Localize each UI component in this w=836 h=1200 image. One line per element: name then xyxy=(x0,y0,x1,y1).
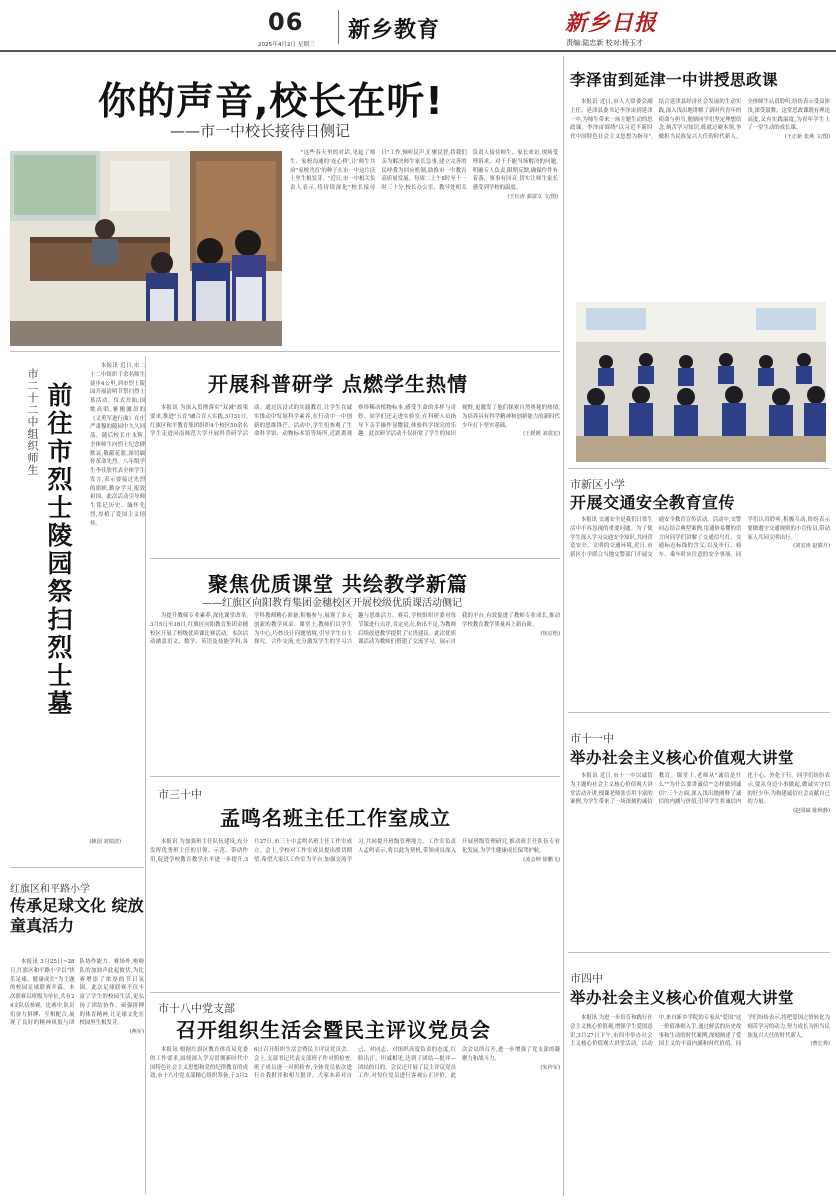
values14-body-text: 本报讯 为进一步培育和践行社会主义核心价值观,增强学生爱国意识,3月27日下午,市四中举办社会主义核心价值观大讲堂活动。活动中,来自新乡学院的专家从"爱国"这一价值准则入手,通过鲜活的历史故事和生动的时代案例,深刻阐述了爱国主义的丰富内涵和时代价值。同学们纷纷表示,将把爱国之情转化为刻苦学习的动力,努力成长为担当民族复兴大任的时代新人。 xyxy=(570,1015,830,1048)
pinglu-body xyxy=(10,958,144,1196)
traffic-bottom-rule xyxy=(568,712,830,713)
science-article xyxy=(150,356,560,556)
lead-article xyxy=(10,56,560,346)
science-bottom-rule xyxy=(150,558,560,559)
lecture-bottom-rule xyxy=(568,468,830,469)
studio-bottom-rule xyxy=(150,992,560,993)
left-col-divider xyxy=(145,356,146,1194)
studio-section: 市三十中 xyxy=(158,788,202,801)
martyrs-section: 市二十二中组织师生 xyxy=(26,368,39,476)
quality-article xyxy=(150,562,560,772)
lecture-body-text: 本报讯 近日,市人大常委会副主任、延津县委书记李泽宙到延津一中,为师生带来一场主题生动的思政课。李泽宙围绕"以习近平新时代中国特色社会主义思想为指导",结合延津县经济社会发展的生动实践,深入浅出地讲解了新时代青年的使命与担当,勉励同学们坚定理想信念,刻苦学习知识,练就过硬本领,争做担当民族复兴大任的时代新人。全体师生认真聆听,纷纷表示受益匪浅,深受鼓舞。这堂思政课既有理论高度,又有实践温度,为青年学生上了一堂生动的成长课。 xyxy=(570,99,830,140)
martyrs-body-text: 本报讯 近日,市二十二中组织千余名师生徒步4公里,到市烈士陵园开展清明节祭扫烈士墓活动。仪式开始,国歌高唱,雅搬激昂的《义勇军进行曲》在庄严肃穆的陵园中久久回荡。随后校长庄永辉,全体师生向烈士纪念碑默哀,敬献花篮,深切缅怀革命先烈。八年级学生李佳欣代表全体学生发言,表示要接过先烈的旗帜,勤奋学习,报效祖国。此次活动引导师生铭记历史、缅怀先烈,厚植了爱国主义情怀。 xyxy=(90,363,145,527)
party-byline: (朱伶军) xyxy=(540,1064,560,1071)
science-title: 开展科普研学 点燃学生热情 xyxy=(208,372,468,396)
science-byline: (王媛媛 刘震宏) xyxy=(523,431,560,438)
lecture-photo xyxy=(576,302,826,462)
traffic-section: 市新区小学 xyxy=(570,478,625,491)
values14-title: 举办社会主义核心价值观大讲堂 xyxy=(570,989,795,1007)
values14-section: 市四中 xyxy=(570,972,603,985)
pinglu-article xyxy=(10,872,144,1197)
values14-body xyxy=(570,1014,830,1194)
lead-body-text: "这些春天里的对话,见起了师生、家校沟通的'连心桥',让'师生共治''家校共育'的种子在市一中这片沃土里生根发芽。"近日,市一中相关负责人表示,将持续深化"校长接待日"工作,倾听民声,汇聚民智,将我们亲为解决师生家长急事,建立完善的民呼我为回应机制,助推市一中教育高质量发展。每周二上午8时至十一时三十分,校长办公室、教导处相关负责人接待师生、家长来访,现场受理诉求。对于不能当场解决的问题,明确专人负责,限期反馈,确保件件有着落、事事有回音,切实让师生家长感受到学校的温度。 xyxy=(290,150,558,191)
science-body xyxy=(150,404,560,554)
values11-section: 市十一中 xyxy=(570,732,614,745)
quality-byline: (焦启梧) xyxy=(540,630,560,637)
martyrs-bottom-rule xyxy=(10,867,144,868)
traffic-byline: (刘宏涛 赵擢月) xyxy=(793,543,830,550)
martyrs-body xyxy=(90,362,145,682)
quality-bottom-rule xyxy=(150,776,560,777)
martyrs-article xyxy=(10,356,145,866)
lead-subtitle: ——市一中校长接待日侧记 xyxy=(170,122,351,140)
studio-body xyxy=(150,838,560,978)
page-number: 06 xyxy=(268,8,304,36)
values11-byline: (赵国斌 陈秋静) xyxy=(793,808,830,814)
lead-bottom-rule xyxy=(10,351,560,352)
values14-article xyxy=(570,956,830,1196)
lead-body xyxy=(290,149,558,346)
quality-title: 聚焦优质课堂 共绘教学新篇 xyxy=(208,572,468,596)
classroom-image xyxy=(576,302,826,462)
page-date: 2025年4月2日 星期三 xyxy=(258,42,315,48)
quality-subtitle: ——红旗区向阳教育集团金穗校区开展校级优质课活动侧记 xyxy=(202,598,462,609)
lead-byline: (王红涛 郭富文 文/图) xyxy=(507,193,558,200)
pinglu-title: 传承足球文化 绽放童真活力 xyxy=(10,896,144,935)
section-name: 新乡教育 xyxy=(348,18,441,43)
header-rule xyxy=(0,50,836,52)
lecture-body xyxy=(570,98,830,298)
traffic-article xyxy=(570,472,830,708)
header-divider xyxy=(338,10,339,44)
lecture-article xyxy=(570,56,830,466)
party-title: 召开组织生活会暨民主评议党员会 xyxy=(176,1018,491,1042)
party-body xyxy=(150,1046,560,1196)
party-article xyxy=(150,996,560,1196)
traffic-body-text: 本报讯 交通安全是我们日常生活中不容忽视的重要问题。为了使学生深入学习交通安全知识,共同营造安全、文明的交通环境,近日,市新区小学联合当地交警部门开展交通安全教育宣传活动。活动中,交警同志结合典型案例,用通俗易懂的语言向同学们讲解了交通信号灯、交通标志标线的含义,以及步行、骑车、乘车时应注意的安全事项。同学们认真聆听,积极互动,纷纷表示要做遵守交通规则的小宣传员,带动家人共同文明出行。 xyxy=(570,517,830,558)
quality-body-text: 为提升教师专业素养,深化课堂改革,3月5日至18日,红旗区向阳教育集团金穗校区开展了校级优质课比赛活动。本次活动涵盖语文、数学、英语及技能学科,各学科教师精心准备,积极参与,展现了多元创新的教学风采。课堂上,教师们以学生为中心,巧妙设计问题情境,引导学生自主探究、合作交流,充分激发学生的学习兴趣与思维活力。赛后,学校组织评委对每节课进行点评,肯定亮点,指出不足,为教师后续改进教学提供了宝贵建议。此次优质课活动为教师们搭建了交流学习、展示自我的平台,有效促进了教师专业成长,推动学校教育教学质量再上新台阶。 xyxy=(150,613,560,646)
martyrs-byline: (姚园 刘瑞清) xyxy=(89,838,121,845)
studio-byline: (凌会坤 徐鹏飞) xyxy=(523,856,560,863)
traffic-body xyxy=(570,516,830,704)
lead-photo xyxy=(10,151,282,346)
lecture-title: 李泽宙到延津一中讲授思政课 xyxy=(570,71,779,89)
party-section: 市十八中党支部 xyxy=(158,1002,235,1015)
pinglu-section: 红旗区和平路小学 xyxy=(10,884,90,895)
pinglu-byline: (燕军) xyxy=(129,1029,144,1035)
lead-title: 你的声音,校长在听! xyxy=(98,79,444,123)
values11-body xyxy=(570,772,830,946)
masthead-logo: 新乡日报 xyxy=(565,10,658,36)
values11-bottom-rule xyxy=(568,952,830,953)
office-meeting-image xyxy=(10,151,282,346)
studio-body-text: 本报讯 为加强班主任队伍建设,充分发挥优秀班主任的引领、示范、带动作用,促进学校教育教学水平进一步提升,3月27日,市三十中孟鸣名班主任工作室成立。会上,学校对工作室成员提出殷切期望,希望大家以工作室为平台,加强交流学习,共同提升班级管理能力。工作室负责人孟鸣表示,将以此为契机,带领成员深入开展班级管理研究,推动班主任队伍专业化发展,为学生健康成长保驾护航。 xyxy=(150,839,560,863)
party-body-text: 本报讯 根据红旗区教育体育局党委的工作要求,围绕深入学习贯彻新时代中国特色社会主义思想和党的纪律教育的成效,市十八中党支部精心组织筹备,于3月26日召开组织生活会暨民主评议党员会。会上,支部书记代表支部班子作对照检查,班子成员逐一对照检查,全体党员依次进行自我批评和相互批评。大家本着对自己、对同志、对组织高度负责的态度,红脸出汗、坦诚相见,达到了团结—批评—团结的目的。会议还开展了民主评议党员工作,对每位党员进行客观公正评价。此次会议的召开,进一步增强了党支部的凝聚力和战斗力。 xyxy=(150,1047,560,1080)
pinglu-body-text: 本报讯 3月25日~28日,红旗区和平路小学以"快乐足球、健康成长"为主题的校园足球联赛开幕。本次联赛以班级为单位,共有24支队伍参赛。比赛中,队员们奋力拼搏、互相配合,展现了良好的精神风貌与团队协作能力。赛场外,啦啦队的加油声此起彼伏,为比赛增添了浓厚的节日氛围。此次足球联赛不仅丰富了学生的校园生活,更弘扬了团结协作、顽强拼搏的体育精神,让足球文化在校园里生根发芽。 xyxy=(10,959,144,1027)
values11-article xyxy=(570,716,830,948)
science-body-text: 本报讯 为深入贯彻落实"双减"政策要求,推进"五育"融合育人实践,3月31日,红旗区和平教育集团组织4个校区50余名学生走进河南师范大学开展科普研学活动。通过沉浸式的实践教育,让学生在诚实推动中发展科学素养,在行动中一中创新的思维锋芒。活动中,学生们参观了生命科学馆、动物标本馆等场所,近距离观察珍稀动植物标本,感受生命的多样与奇妙。同学们还走进实验室,在科研人员指导下亲手操作显微镜,体验科学探究的乐趣。此次研学活动不仅拓宽了学生的知识视野,更激发了他们探索自然奥秘的热情,为培养具有科学精神和创新能力的新时代少年打下坚实基础。 xyxy=(150,405,560,438)
quality-body xyxy=(150,612,560,770)
lecture-byline: (王正新 张燕 文/图) xyxy=(784,134,830,140)
studio-title: 孟鸣名班主任工作室成立 xyxy=(220,806,451,830)
martyrs-body-lower xyxy=(10,686,145,846)
editor-credits: 责编:陆忠新 校对:杨玉才 xyxy=(566,39,643,47)
traffic-title: 开展交通安全教育宣传 xyxy=(570,493,736,512)
values11-body-text: 本报讯 近日,市十一中以诚信为主题的社会主义核心价值观大讲堂活动开讲,授课老师张引用丰富的案例,为学生带来了一场深刻的诚信教育。课堂上,老师从"诚信是什么""为什么要讲诚信""怎样做到诚信"三个方面,深入浅出地阐释了诚信的内涵与价值,引导学生将诚信内化于心、外化于行。同学们纷纷表示,要从身边小事做起,做诚实守信的好少年,为构建诚信社会贡献自己的力量。 xyxy=(570,773,830,806)
martyrs-title: 前往市烈士陵园祭扫烈士墓 xyxy=(44,382,73,718)
values14-byline: (曹长秀) xyxy=(810,1041,830,1048)
right-col-divider xyxy=(563,56,564,1196)
values11-title: 举办社会主义核心价值观大讲堂 xyxy=(570,749,795,767)
studio-article xyxy=(150,780,560,980)
page-header xyxy=(0,0,836,48)
